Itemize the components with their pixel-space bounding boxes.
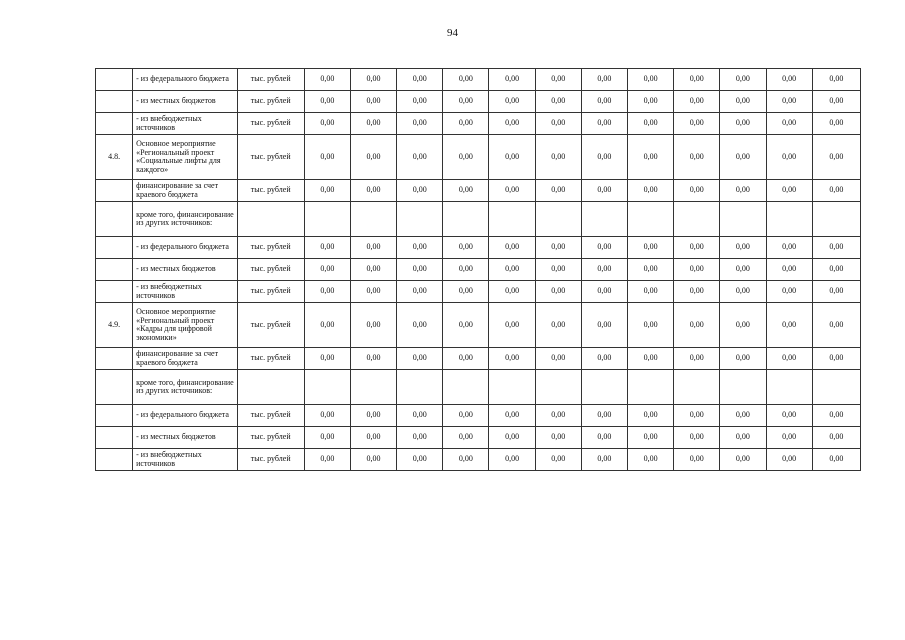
value-cell: 0,00 (397, 303, 443, 348)
value-cell: 0,00 (535, 405, 581, 427)
description-cell: - из местных бюджетов (133, 91, 237, 113)
row-number-cell (96, 202, 133, 237)
value-cell: 0,00 (720, 449, 766, 471)
value-cell: 0,00 (628, 113, 674, 135)
value-cell: 0,00 (304, 237, 350, 259)
value-cell: 0,00 (628, 405, 674, 427)
value-cell (812, 370, 860, 405)
value-cell (535, 202, 581, 237)
value-cell: 0,00 (628, 281, 674, 303)
value-cell: 0,00 (304, 405, 350, 427)
value-cell: 0,00 (674, 91, 720, 113)
value-cell: 0,00 (674, 405, 720, 427)
value-cell: 0,00 (535, 281, 581, 303)
value-cell: 0,00 (812, 303, 860, 348)
unit-cell: тыс. рублей (237, 405, 304, 427)
value-cell: 0,00 (812, 449, 860, 471)
budget-table (95, 68, 861, 471)
value-cell (581, 370, 627, 405)
value-cell: 0,00 (674, 303, 720, 348)
value-cell: 0,00 (581, 427, 627, 449)
value-cell: 0,00 (766, 405, 812, 427)
value-cell: 0,00 (489, 91, 535, 113)
value-cell (720, 202, 766, 237)
value-cell: 0,00 (443, 348, 489, 370)
value-cell: 0,00 (397, 259, 443, 281)
description-cell: - из внебюджетных источников (133, 449, 237, 471)
value-cell: 0,00 (535, 427, 581, 449)
page-number: 94 (447, 27, 458, 39)
value-cell (350, 370, 396, 405)
value-cell: 0,00 (766, 91, 812, 113)
value-cell: 0,00 (581, 281, 627, 303)
value-cell: 0,00 (397, 427, 443, 449)
value-cell: 0,00 (581, 180, 627, 202)
value-cell: 0,00 (489, 303, 535, 348)
row-number-cell (96, 259, 133, 281)
value-cell: 0,00 (766, 113, 812, 135)
value-cell: 0,00 (812, 405, 860, 427)
value-cell: 0,00 (304, 348, 350, 370)
value-cell (350, 202, 396, 237)
value-cell: 0,00 (304, 427, 350, 449)
description-cell: Основное мероприятие «Региональный проект «Социальные лифты для каждого» (133, 135, 237, 180)
value-cell (581, 202, 627, 237)
description-cell: - из местных бюджетов (133, 259, 237, 281)
value-cell: 0,00 (489, 427, 535, 449)
value-cell: 0,00 (628, 180, 674, 202)
unit-cell: тыс. рублей (237, 69, 304, 91)
value-cell: 0,00 (766, 69, 812, 91)
unit-cell: тыс. рублей (237, 180, 304, 202)
row-number-cell (96, 237, 133, 259)
value-cell: 0,00 (304, 303, 350, 348)
value-cell: 0,00 (628, 69, 674, 91)
value-cell: 0,00 (674, 237, 720, 259)
value-cell (720, 370, 766, 405)
value-cell: 0,00 (628, 427, 674, 449)
value-cell: 0,00 (350, 348, 396, 370)
row-number-cell (96, 281, 133, 303)
row-number-cell (96, 427, 133, 449)
value-cell: 0,00 (350, 449, 396, 471)
value-cell: 0,00 (397, 135, 443, 180)
value-cell (489, 370, 535, 405)
value-cell: 0,00 (720, 427, 766, 449)
row-number-cell (96, 370, 133, 405)
value-cell (304, 370, 350, 405)
value-cell: 0,00 (674, 281, 720, 303)
value-cell: 0,00 (581, 69, 627, 91)
value-cell: 0,00 (489, 449, 535, 471)
value-cell: 0,00 (766, 348, 812, 370)
value-cell: 0,00 (350, 281, 396, 303)
description-cell: финансирование за счет краевого бюджета (133, 180, 237, 202)
value-cell: 0,00 (720, 91, 766, 113)
description-cell: финансирование за счет краевого бюджета (133, 348, 237, 370)
value-cell: 0,00 (443, 237, 489, 259)
value-cell: 0,00 (350, 69, 396, 91)
value-cell (674, 202, 720, 237)
value-cell: 0,00 (535, 303, 581, 348)
value-cell: 0,00 (397, 348, 443, 370)
value-cell: 0,00 (304, 69, 350, 91)
value-cell: 0,00 (812, 135, 860, 180)
value-cell: 0,00 (350, 113, 396, 135)
unit-cell: тыс. рублей (237, 281, 304, 303)
unit-cell: тыс. рублей (237, 449, 304, 471)
value-cell: 0,00 (674, 427, 720, 449)
value-cell: 0,00 (535, 449, 581, 471)
value-cell: 0,00 (812, 237, 860, 259)
value-cell: 0,00 (489, 405, 535, 427)
value-cell: 0,00 (535, 69, 581, 91)
value-cell: 0,00 (720, 237, 766, 259)
value-cell: 0,00 (489, 180, 535, 202)
value-cell: 0,00 (304, 113, 350, 135)
unit-cell (237, 202, 304, 237)
description-cell: - из внебюджетных источников (133, 113, 237, 135)
unit-cell (237, 370, 304, 405)
value-cell: 0,00 (535, 180, 581, 202)
value-cell: 0,00 (489, 135, 535, 180)
value-cell (674, 370, 720, 405)
value-cell: 0,00 (535, 135, 581, 180)
value-cell: 0,00 (812, 348, 860, 370)
value-cell: 0,00 (812, 180, 860, 202)
row-number-cell (96, 91, 133, 113)
table-row (96, 135, 861, 180)
value-cell: 0,00 (443, 91, 489, 113)
description-cell: Основное мероприятие «Региональный проект «Кадры для цифровой экономики» (133, 303, 237, 348)
value-cell: 0,00 (581, 113, 627, 135)
description-cell: кроме того, финансирование из других источников: (133, 370, 237, 405)
value-cell: 0,00 (581, 405, 627, 427)
value-cell: 0,00 (720, 113, 766, 135)
value-cell: 0,00 (350, 180, 396, 202)
value-cell: 0,00 (397, 449, 443, 471)
value-cell: 0,00 (674, 449, 720, 471)
description-cell: - из федерального бюджета (133, 69, 237, 91)
value-cell: 0,00 (766, 303, 812, 348)
row-number-cell (96, 405, 133, 427)
value-cell (812, 202, 860, 237)
value-cell (304, 202, 350, 237)
value-cell: 0,00 (397, 281, 443, 303)
value-cell: 0,00 (766, 237, 812, 259)
value-cell: 0,00 (397, 237, 443, 259)
value-cell: 0,00 (720, 281, 766, 303)
description-cell: - из местных бюджетов (133, 427, 237, 449)
value-cell: 0,00 (812, 69, 860, 91)
value-cell: 0,00 (397, 113, 443, 135)
row-number-cell (96, 69, 133, 91)
table-body (96, 69, 861, 471)
value-cell: 0,00 (489, 259, 535, 281)
description-cell: - из внебюджетных источников (133, 281, 237, 303)
unit-cell: тыс. рублей (237, 427, 304, 449)
value-cell: 0,00 (535, 113, 581, 135)
value-cell: 0,00 (628, 237, 674, 259)
value-cell (443, 202, 489, 237)
unit-cell: тыс. рублей (237, 303, 304, 348)
value-cell: 0,00 (350, 135, 396, 180)
unit-cell: тыс. рублей (237, 91, 304, 113)
value-cell: 0,00 (720, 69, 766, 91)
value-cell: 0,00 (304, 259, 350, 281)
value-cell: 0,00 (628, 135, 674, 180)
value-cell: 0,00 (350, 405, 396, 427)
value-cell (766, 370, 812, 405)
value-cell: 0,00 (766, 281, 812, 303)
value-cell: 0,00 (674, 113, 720, 135)
value-cell: 0,00 (304, 91, 350, 113)
value-cell (489, 202, 535, 237)
row-number-cell (96, 449, 133, 471)
value-cell: 0,00 (350, 303, 396, 348)
value-cell: 0,00 (304, 281, 350, 303)
value-cell: 0,00 (674, 348, 720, 370)
description-cell: - из федерального бюджета (133, 237, 237, 259)
value-cell: 0,00 (443, 180, 489, 202)
value-cell: 0,00 (720, 180, 766, 202)
table-row (96, 91, 861, 113)
value-cell: 0,00 (443, 281, 489, 303)
value-cell: 0,00 (350, 237, 396, 259)
value-cell: 0,00 (581, 237, 627, 259)
table-row (96, 405, 861, 427)
row-number-cell (96, 180, 133, 202)
value-cell: 0,00 (766, 449, 812, 471)
value-cell: 0,00 (674, 69, 720, 91)
value-cell: 0,00 (489, 237, 535, 259)
value-cell: 0,00 (628, 348, 674, 370)
table-row (96, 303, 861, 348)
value-cell: 0,00 (397, 91, 443, 113)
table-row (96, 259, 861, 281)
value-cell: 0,00 (535, 237, 581, 259)
description-cell: кроме того, финансирование из других источников: (133, 202, 237, 237)
value-cell: 0,00 (350, 427, 396, 449)
value-cell: 0,00 (674, 135, 720, 180)
value-cell: 0,00 (812, 259, 860, 281)
value-cell: 0,00 (350, 259, 396, 281)
value-cell: 0,00 (489, 69, 535, 91)
value-cell: 0,00 (304, 449, 350, 471)
value-cell: 0,00 (489, 113, 535, 135)
value-cell: 0,00 (397, 405, 443, 427)
description-cell: - из федерального бюджета (133, 405, 237, 427)
value-cell: 0,00 (674, 180, 720, 202)
value-cell: 0,00 (766, 135, 812, 180)
value-cell: 0,00 (489, 281, 535, 303)
value-cell (397, 202, 443, 237)
value-cell: 0,00 (581, 449, 627, 471)
value-cell: 0,00 (720, 259, 766, 281)
value-cell (443, 370, 489, 405)
value-cell: 0,00 (397, 69, 443, 91)
value-cell: 0,00 (581, 348, 627, 370)
value-cell: 0,00 (397, 180, 443, 202)
value-cell: 0,00 (812, 427, 860, 449)
value-cell: 0,00 (535, 91, 581, 113)
row-number-cell (96, 348, 133, 370)
table-row (96, 69, 861, 91)
row-number-cell: 4.9. (96, 303, 133, 348)
table-row (96, 202, 861, 237)
value-cell: 0,00 (489, 348, 535, 370)
value-cell: 0,00 (443, 113, 489, 135)
value-cell: 0,00 (443, 69, 489, 91)
value-cell: 0,00 (581, 91, 627, 113)
value-cell: 0,00 (304, 135, 350, 180)
value-cell: 0,00 (581, 303, 627, 348)
value-cell: 0,00 (350, 91, 396, 113)
unit-cell: тыс. рублей (237, 113, 304, 135)
value-cell: 0,00 (443, 405, 489, 427)
table-row (96, 348, 861, 370)
value-cell: 0,00 (443, 449, 489, 471)
unit-cell: тыс. рублей (237, 135, 304, 180)
value-cell: 0,00 (720, 303, 766, 348)
value-cell: 0,00 (674, 259, 720, 281)
unit-cell: тыс. рублей (237, 348, 304, 370)
table-row (96, 113, 861, 135)
value-cell: 0,00 (720, 135, 766, 180)
value-cell (766, 202, 812, 237)
table-row (96, 427, 861, 449)
table-row (96, 237, 861, 259)
value-cell: 0,00 (581, 259, 627, 281)
value-cell: 0,00 (720, 348, 766, 370)
value-cell: 0,00 (766, 427, 812, 449)
value-cell: 0,00 (581, 135, 627, 180)
value-cell: 0,00 (443, 135, 489, 180)
value-cell: 0,00 (766, 180, 812, 202)
value-cell: 0,00 (812, 91, 860, 113)
value-cell: 0,00 (304, 180, 350, 202)
row-number-cell (96, 113, 133, 135)
value-cell: 0,00 (443, 259, 489, 281)
value-cell: 0,00 (535, 348, 581, 370)
value-cell: 0,00 (628, 449, 674, 471)
value-cell (535, 370, 581, 405)
table-row (96, 370, 861, 405)
value-cell (628, 370, 674, 405)
value-cell: 0,00 (443, 427, 489, 449)
value-cell (397, 370, 443, 405)
value-cell (628, 202, 674, 237)
value-cell: 0,00 (766, 259, 812, 281)
value-cell: 0,00 (812, 113, 860, 135)
value-cell: 0,00 (628, 91, 674, 113)
table-row (96, 180, 861, 202)
table-row (96, 281, 861, 303)
unit-cell: тыс. рублей (237, 259, 304, 281)
value-cell: 0,00 (628, 259, 674, 281)
value-cell: 0,00 (628, 303, 674, 348)
table-row (96, 449, 861, 471)
value-cell: 0,00 (535, 259, 581, 281)
unit-cell: тыс. рублей (237, 237, 304, 259)
row-number-cell: 4.8. (96, 135, 133, 180)
value-cell: 0,00 (720, 405, 766, 427)
value-cell: 0,00 (812, 281, 860, 303)
value-cell: 0,00 (443, 303, 489, 348)
